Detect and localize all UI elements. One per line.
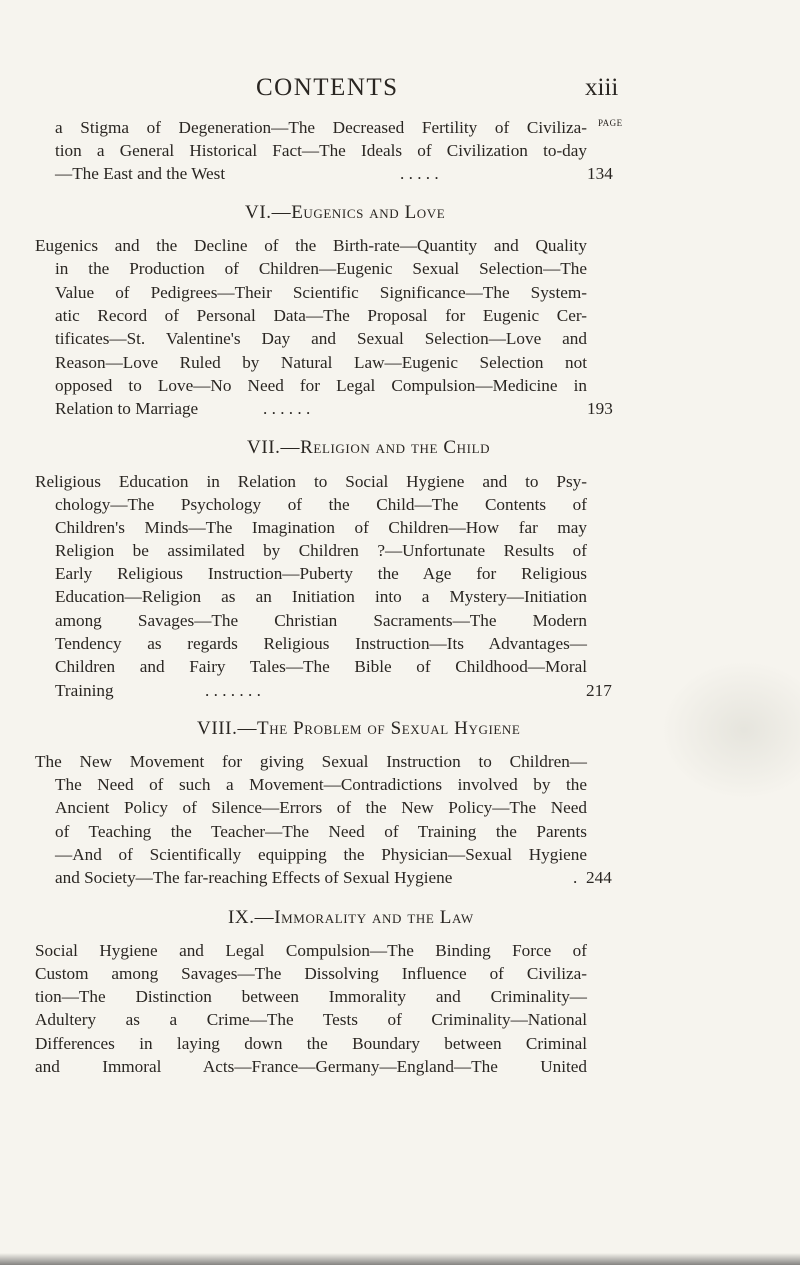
entry-line: Religious Education in Relation to Social Hygiene and to Psy- (35, 472, 587, 491)
entry-line: among Savages—The Christian Sacraments—The Modern (55, 611, 587, 630)
entry-line: Ancient Policy of Silence—Errors of the New Policy—The Need (55, 798, 587, 817)
dot-leader: . . . . . . . (205, 681, 261, 700)
chapter-heading: IX.—Immorality and the Law (228, 907, 474, 928)
paper-stain (660, 660, 800, 800)
header-title: CONTENTS (256, 74, 399, 101)
dot-leader: . (573, 868, 578, 887)
dot-leader: . . . . . (400, 164, 439, 183)
entry-line: Reason—Love Ruled by Natural Law—Eugenic Selection not (55, 353, 587, 372)
entry-line: tion a General Historical Fact—The Ideals of Civilization to-day (55, 141, 587, 160)
entry-line: Children's Minds—The Imagination of Children—How far may (55, 518, 587, 537)
entry-line: Social Hygiene and Legal Compulsion—The Binding Force of (35, 941, 587, 960)
page-bottom-edge (0, 1253, 800, 1265)
entry-line: and Immoral Acts—France—Germany—England—The United (35, 1057, 587, 1076)
entry-line: —The East and the West (55, 164, 226, 183)
entry-line: Religion be assimilated by Children ?—Unfortunate Results of (55, 541, 587, 560)
entry-line: tificates—St. Valentine's Day and Sexual Selection—Love and (55, 329, 587, 348)
entry-line: Training (55, 681, 114, 700)
entry-line: Early Religious Instruction—Puberty the Age for Religious (55, 564, 587, 583)
entry-line: tion—The Distinction between Immorality and Criminality— (35, 987, 587, 1006)
page-number: 244 (586, 868, 612, 887)
entry-line: Adultery as a Crime—The Tests of Criminality—National (35, 1010, 587, 1029)
page-folio: xiii (585, 74, 619, 101)
entry-line: and Society—The far-reaching Effects of Sexual Hygiene (55, 868, 453, 887)
page-number: 217 (586, 681, 612, 700)
entry-line: —And of Scientifically equipping the Physician—Sexual Hygiene (55, 845, 587, 864)
entry-line: chology—The Psychology of the Child—The Contents of (55, 495, 587, 514)
chapter-heading: VI.—Eugenics and Love (245, 202, 446, 223)
entry-line: The Need of such a Movement—Contradictions involved by the (55, 775, 587, 794)
entry-line: Tendency as regards Religious Instruction—Its Advantages— (55, 634, 587, 653)
entry-line: Relation to Marriage (55, 399, 199, 418)
entry-line: The New Movement for giving Sexual Instruction to Children— (35, 752, 587, 771)
entry-line: opposed to Love—No Need for Legal Compulsion—Medicine in (55, 376, 587, 395)
page-column-label: PAGE (598, 118, 623, 128)
entry-line: of Teaching the Teacher—The Need of Training the Parents (55, 822, 587, 841)
page-number: 193 (587, 399, 613, 418)
chapter-heading: VIII.—The Problem of Sexual Hygiene (197, 718, 521, 739)
entry-line: in the Production of Children—Eugenic Sexual Selection—The (55, 259, 587, 278)
entry-line: atic Record of Personal Data—The Proposal for Eugenic Cer- (55, 306, 587, 325)
entry-line: Custom among Savages—The Dissolving Influence of Civiliza- (35, 964, 587, 983)
dot-leader: . . . . . . (263, 399, 311, 418)
entry-line: Eugenics and the Decline of the Birth-rate—Quantity and Quality (35, 236, 587, 255)
page-number: 134 (587, 164, 613, 183)
entry-line: Children and Fairy Tales—The Bible of Childhood—Moral (55, 657, 587, 676)
entry-line: Education—Religion as an Initiation into a Mystery—Initiation (55, 587, 587, 606)
entry-line: Value of Pedigrees—Their Scientific Significance—The System- (55, 283, 587, 302)
running-header (0, 74, 800, 104)
entry-line: Differences in laying down the Boundary between Criminal (35, 1034, 587, 1053)
chapter-heading: VII.—Religion and the Child (247, 437, 491, 458)
entry-line: a Stigma of Degeneration—The Decreased Fertility of Civiliza- (55, 118, 587, 137)
